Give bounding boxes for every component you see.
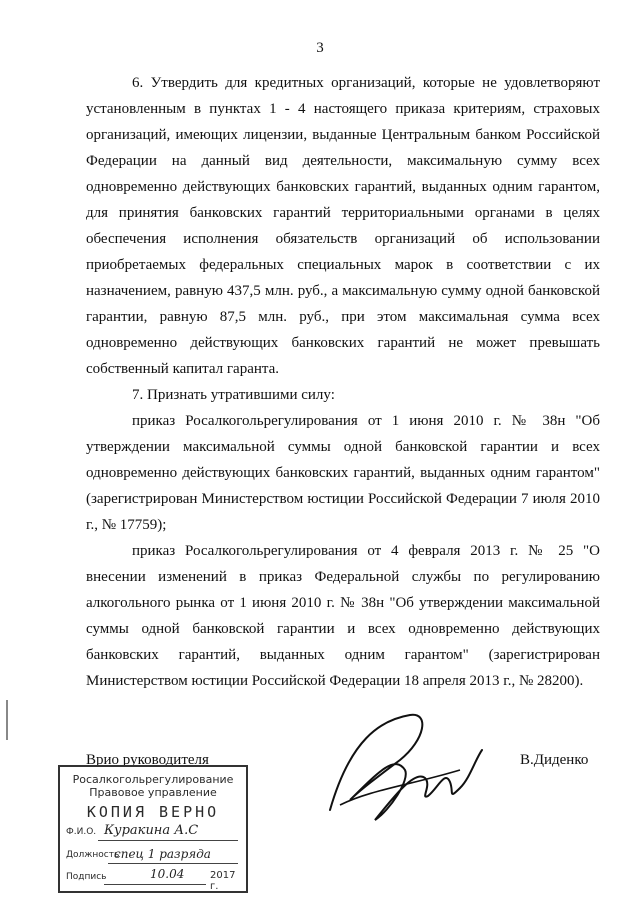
copy-certification-stamp <box>58 765 248 893</box>
stamp-dept: Правовое управление <box>89 786 217 799</box>
stamp-sign-line <box>104 884 206 885</box>
repealed-order-1: приказ Росалкогольрегулирования от 1 июня 2010 г. № 38н "Об утверждении максимальной суммы одной банковской гарантии и всех одновременно действующих банковских гарантий, выданных одним гарантом" (зарегистрирован Министерством юстиции Российской Федерации 7 июля 2010 г., № 17759); <box>86 413 600 533</box>
stamp-position-line <box>108 863 238 864</box>
stamp-sign-label: Подпись <box>66 872 107 882</box>
stamp-org: Росалкогольрегулирование <box>72 773 234 786</box>
stamp-fio-line <box>98 840 238 841</box>
stamp-certification: КОПИЯ ВЕРНО <box>86 803 220 821</box>
stamp-fio-value: Куракина А.С <box>104 823 199 838</box>
scan-edge-mark <box>6 700 8 740</box>
paragraph-6: 6. Утвердить для кредитных организаций, которые не удовлетворяют установленным в пунктах 1 - 4 настоящего приказа критериям, страховых организаций, имеющих лицензии, выданные Центральным банком Российской Федерации на данный вид деятельности, максимальную сумму всех одновременно действующих банковских гарантий, выданных одним гарантом, для принятия банковских гарантий территориальными органами в целях обеспечения исполнения обязательств организаций об использовании приобретаемых федеральных специальных марок в соответствии с их назначением, равную 437,5 млн. руб., а максимальную сумму одной банковской гарантии, равную 87,5 млн. руб., при этом максимальная сумма всех одновременно действующих банковских гарантий не может превышать собственный капитал гаранта. <box>86 75 600 377</box>
signer-name: В.Диденко <box>520 752 589 768</box>
document-body <box>86 70 600 694</box>
stamp-year: 2017 г. <box>210 870 236 892</box>
signer-title: Врио руководителя <box>86 752 209 768</box>
repealed-order-2: приказ Росалкогольрегулирования от 4 февраля 2013 г. № 25 "О внесении изменений в приказ Федеральной службы по регулированию алкогольного рынка от 1 июня 2010 г. № 38н "Об утверждении максимальной суммы одной банковской гарантии и всех одновременно действующих банковских гарантий, выданных одним гарантом" (зарегистрирован Министерством юстиции Российской Федерации 18 апреля 2013 г., № 28200). <box>86 543 600 689</box>
stamp-position-value: спец 1 разряда <box>114 847 211 861</box>
stamp-date-value: 10.04 <box>150 867 185 881</box>
stamp-fio-label: Ф.И.О. <box>66 827 97 837</box>
page-number: 3 <box>316 40 324 56</box>
handwritten-signature <box>320 700 490 835</box>
paragraph-7: 7. Признать утратившими силу: <box>132 387 335 403</box>
stamp-position-label: Должность <box>66 850 120 860</box>
